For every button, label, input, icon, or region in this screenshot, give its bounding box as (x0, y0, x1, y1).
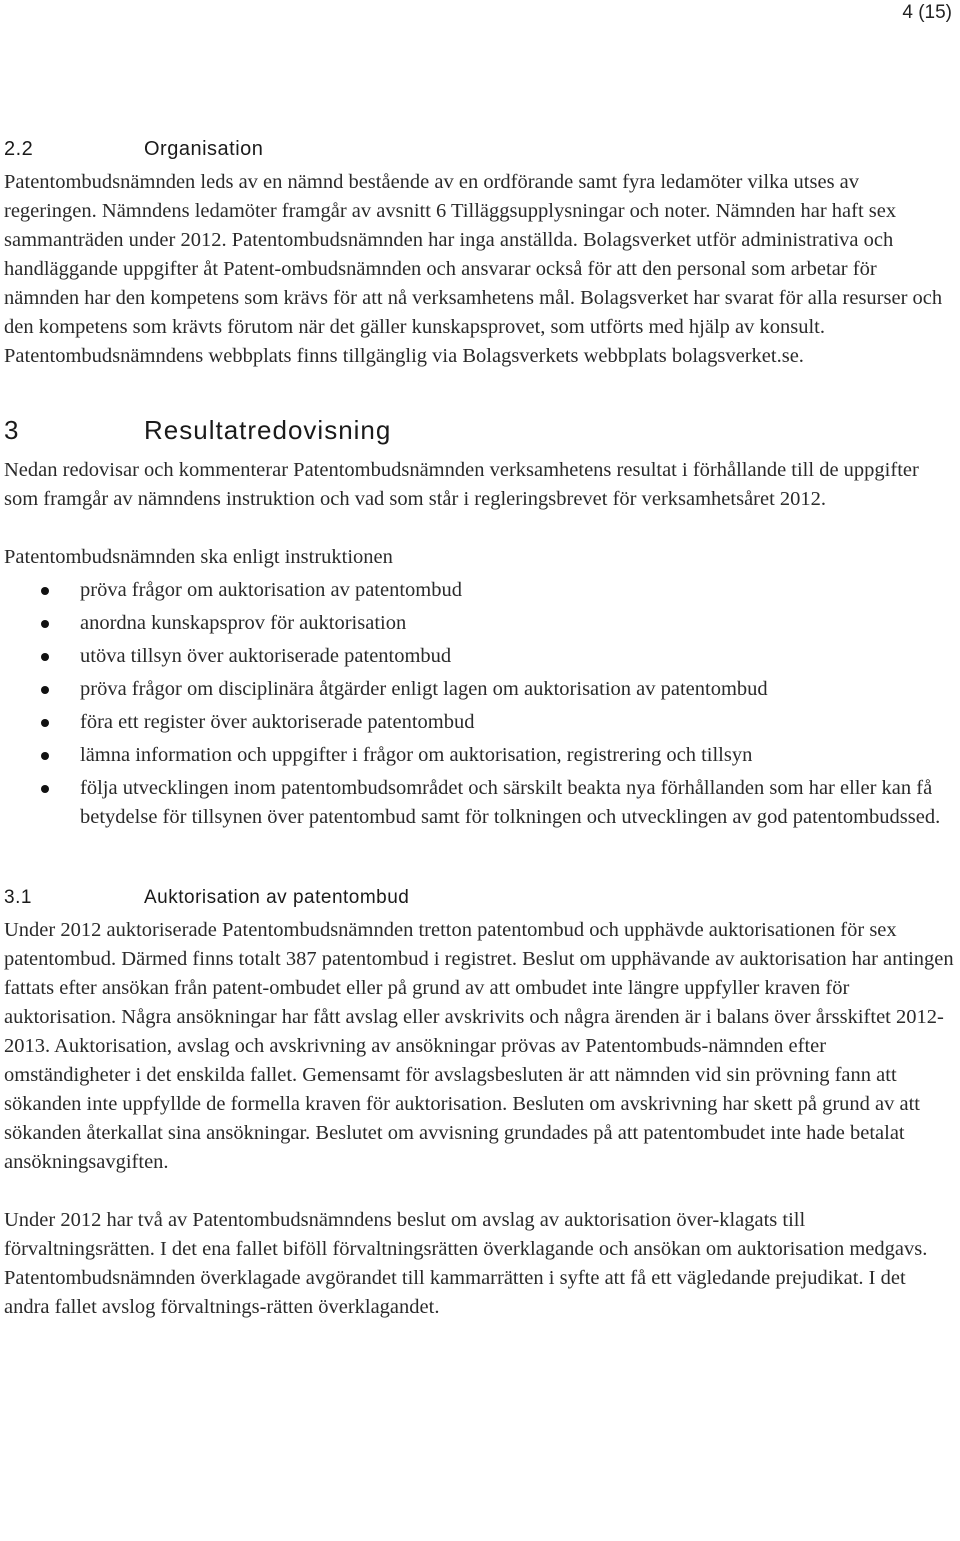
list-item-text: pröva frågor om auktorisation av patentombud (80, 579, 462, 601)
list-item (4, 675, 954, 704)
heading-title: Resultatredovisning (144, 415, 392, 445)
organisation-paragraph: Patentombudsnämnden leds av en nämnd bestående av en ordförande samt fyra ledamöter vilka utses av regeringen. Nämndens ledamöter framgår av avsnitt 6 Tilläggsupplysningar och noter. Nämnden har haft sex sammanträden under 2012. Patentombudsnämnden har inga anställda. Bolagsverket utför administrativa och handläggande uppgifter åt Patent-ombudsnämnden och ansvarar också för att den personal som arbetar för nämnden har den kompetens som krävs för att nå verksamhetens mål. Bolagsverket har svarat för alla resurser och den kompetens som krävts förutom när det gäller kunskapsprovet, som utförts med hjälp av konsult. Patentombudsnämndens webbplats finns tillgänglig via Bolagsverkets webbplats bolagsverket.se. (4, 171, 943, 367)
heading-title: Organisation (144, 138, 264, 160)
heading-organisation (4, 134, 954, 164)
list-item-text: utöva tillsyn över auktoriserade patentombud (80, 645, 452, 667)
heading-auktorisation (4, 884, 954, 912)
list-item (4, 774, 954, 832)
bullet-icon (41, 785, 49, 793)
list-item (4, 741, 954, 770)
task-list-lead: Patentombudsnämnden ska enligt instruktionen (4, 546, 393, 568)
list-item-text: pröva frågor om disciplinära åtgärder enligt lagen om auktorisation av patentombud (80, 678, 768, 700)
bullet-icon (41, 686, 49, 694)
heading-resultatredovisning (4, 412, 954, 448)
list-item (4, 576, 954, 605)
auktorisation-paragraph-1: Under 2012 auktoriserade Patentombudsnämnden tretton patentombud och upphävde auktorisationen för sex patentombud. Därmed finns totalt 387 patentombud i registret. Beslut om upphävande av auktorisation har antingen fattats efter ansökan från patent-ombudet eller på grund av att ombudet inte längre uppfyller kraven för auktorisation. Några ansökningar har fått avslag eller avskrivits och några ärenden är i balans över årsskiftet 2012-2013. Auktorisation, avslag och avskrivning av ansökningar prövas av Patentombuds-nämnden efter omständigheter i det enskilda fallet. Gemensamt för avslagsbesluten är att nämnden vid sin prövning fann att sökanden inte uppfyllde de formella kraven för auktorisation. Besluten om avskrivning har skett på grund av att sökanden återkallat sina ansökningar. Beslutet om avvisning grundades på att patentombudet inte hade betalat ansökningsavgiften. (4, 919, 954, 1173)
list-item-text: lämna information och uppgifter i frågor om auktorisation, registrering och tillsyn (80, 744, 753, 766)
bullet-icon (41, 752, 49, 760)
heading-number: 3 (4, 415, 20, 445)
list-item-text: anordna kunskapsprov för auktorisation (80, 612, 407, 634)
document-body (4, 134, 954, 1322)
list-item (4, 642, 954, 671)
bullet-icon (41, 719, 49, 727)
bullet-icon (41, 620, 49, 628)
list-item-text: föra ett register över auktoriserade patentombud (80, 711, 475, 733)
page-number: 4 (15) (902, 2, 952, 23)
bullet-icon (41, 653, 49, 661)
resultat-intro-paragraph: Nedan redovisar och kommenterar Patentombudsnämnden verksamhetens resultat i förhållande till de uppgifter som framgår av nämndens instruktion och vad som står i regleringsbrevet för verksamhetsåret 2012. (4, 459, 919, 510)
task-list (4, 576, 954, 832)
auktorisation-paragraph-2: Under 2012 har två av Patentombudsnämndens beslut om avslag av auktorisation över-klagats till förvaltningsrätten. I det ena fallet biföll förvaltningsrätten överklagande och ansökan om auktorisation medgavs. Patentombudsnämnden överklagade avgörandet till kammarrätten i syfte att få ett vägledande prejudikat. I det andra fallet avslog förvaltnings-rätten överklagandet. (4, 1209, 928, 1318)
list-item (4, 609, 954, 638)
list-item (4, 708, 954, 737)
bullet-icon (41, 587, 49, 595)
list-item-text: följa utvecklingen inom patentombudsområdet och särskilt beakta nya förhållanden som har eller kan få betydelse för tillsynen över patentombud samt för tolkningen och utvecklingen av god patentombudssed. (80, 777, 941, 828)
heading-number: 3.1 (4, 887, 32, 908)
heading-number: 2.2 (4, 138, 34, 160)
heading-title: Auktorisation av patentombud (144, 887, 410, 908)
